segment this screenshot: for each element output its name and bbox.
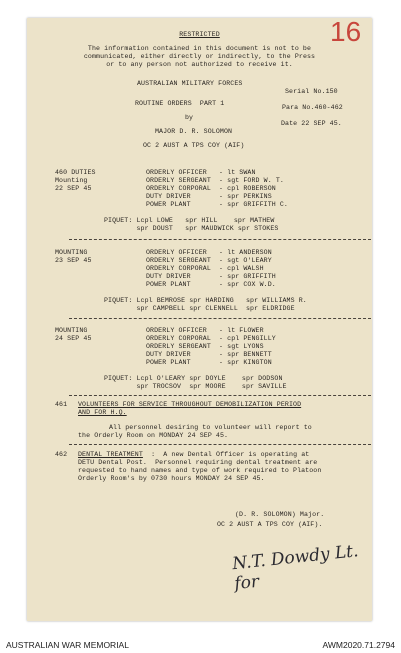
footer-institution: AUSTRALIAN WAR MEMORIAL xyxy=(6,640,129,650)
signatory-unit: OC 2 AUST A TPS COY (AIF). xyxy=(217,521,323,528)
section-divider xyxy=(69,318,371,319)
routine-orders-title: ROUTINE ORDERS PART 1 xyxy=(135,100,225,107)
security-notice-line-1: The information contained in this document is not to be xyxy=(87,45,312,52)
paragraph-numbers: Para No.460-462 xyxy=(282,104,343,111)
duty-line: DUTY DRIVER - spr GRIFFITH xyxy=(146,273,276,280)
duty-line: ORDERLY SERGEANT - sgt LYONS xyxy=(146,343,264,350)
duties-heading-line-1: 460 DUTIES xyxy=(55,169,96,176)
item-462-line-3: requested to hand names and type of work required to Platoon xyxy=(78,467,322,474)
duty-line: ORDERLY CORPORAL - cpl PENGILLY xyxy=(146,335,276,342)
signatory-name: (D. R. SOLOMON) Major. xyxy=(235,511,325,518)
duty-line: POWER PLANT - spr KINGTON xyxy=(146,359,272,366)
duty-line: POWER PLANT - spr COX W.D. xyxy=(146,281,276,288)
duty-line: ORDERLY SERGEANT - sgt O'LEARY xyxy=(146,257,272,264)
item-461-body-line-2: the Orderly Room on MONDAY 24 SEP 45. xyxy=(78,432,229,439)
section-divider xyxy=(69,395,371,396)
duty-line: POWER PLANT - spr GRIFFITH C. xyxy=(146,201,288,208)
serial-number: Serial No.150 xyxy=(285,88,338,95)
duties-heading-line-2: Mounting xyxy=(55,177,88,184)
item-462-number: 462 xyxy=(55,451,68,458)
forces-title: AUSTRALIAN MILITARY FORCES xyxy=(137,80,243,87)
unit-name: OC 2 AUST A TPS COY (AIF) xyxy=(143,142,245,149)
handwritten-page-number: 16 xyxy=(330,18,362,47)
order-date: Date 22 SEP 45. xyxy=(281,120,342,127)
restricted-heading: RESTRICTED xyxy=(179,31,220,38)
duty-line: ORDERLY OFFICER - lt FLOWER xyxy=(146,327,264,334)
duty-line: ORDERLY CORPORAL - cpl WALSH xyxy=(146,265,264,272)
item-462-line-2: DETU Dental Post. Personnel requiring dental treatment are xyxy=(78,459,318,466)
item-462-line-4: Orderly Room's by 0730 hours MONDAY 24 SEP 45. xyxy=(78,475,265,482)
duty-line: ORDERLY OFFICER - lt ANDERSON xyxy=(146,249,272,256)
security-notice-line-3: or to any person not authorized to receive it. xyxy=(106,61,293,68)
piquet-line-1: PIQUET: Lcpl LOWE spr HILL spr MATHEW xyxy=(104,217,275,224)
document-page xyxy=(27,18,372,621)
piquet-line-1: PIQUET: Lcpl BEMROSE spr HARDING spr WILLIAMS R. xyxy=(104,297,307,304)
duty-line: ORDERLY SERGEANT - sgt FORD W. T. xyxy=(146,177,284,184)
duty-line: DUTY DRIVER - spr PERKINS xyxy=(146,193,272,200)
duty-line: ORDERLY OFFICER - lt SWAN xyxy=(146,169,256,176)
item-462-title: DENTAL TREATMENT xyxy=(78,451,143,458)
mounting-heading-line-2: 23 SEP 45 xyxy=(55,257,92,264)
item-461-body-line-1: All personnel desiring to volunteer will report to xyxy=(109,424,312,431)
piquet-line-2: spr DOUST spr MAUDWICK spr STOKES xyxy=(104,225,279,232)
duty-line: ORDERLY CORPORAL - cpl ROBERSON xyxy=(146,185,276,192)
item-462-line-1: : A new Dental Officer is operating at xyxy=(143,451,310,458)
piquet-line-2: spr CAMPBELL spr CLENNELL spr ELDRIDGE xyxy=(104,305,295,312)
security-notice-line-2: communicated, either directly or indirectly, to the Press xyxy=(83,53,316,60)
commander-name: MAJOR D. R. SOLOMON xyxy=(155,128,233,135)
duties-heading-line-3: 22 SEP 45 xyxy=(55,185,92,192)
mounting-heading-line-1: MOUNTING xyxy=(55,327,88,334)
item-461-number: 461 xyxy=(55,401,68,408)
item-461-title: VOLUNTEERS FOR SERVICE THROUGHOUT DEMOBILIZATION PERIOD xyxy=(78,401,302,408)
piquet-line-2: spr TROCSOV spr MOORE spr SAVILLE xyxy=(104,383,287,390)
footer-accession-number: AWM2020.71.2794 xyxy=(322,640,395,650)
item-461-title-cont: AND FOR H.Q. xyxy=(78,409,127,416)
mounting-heading-line-1: MOUNTING xyxy=(55,249,88,256)
duty-line: DUTY DRIVER - spr BENNETT xyxy=(146,351,272,358)
section-divider xyxy=(69,444,371,445)
section-divider xyxy=(69,239,371,240)
piquet-line-1: PIQUET: Lcpl O'LEARY spr DOYLE spr DODSON xyxy=(104,375,283,382)
by-line: by xyxy=(185,114,194,121)
handwritten-signature: N.T. Dowdy Lt. for xyxy=(231,541,360,595)
mounting-heading-line-2: 24 SEP 45 xyxy=(55,335,92,342)
